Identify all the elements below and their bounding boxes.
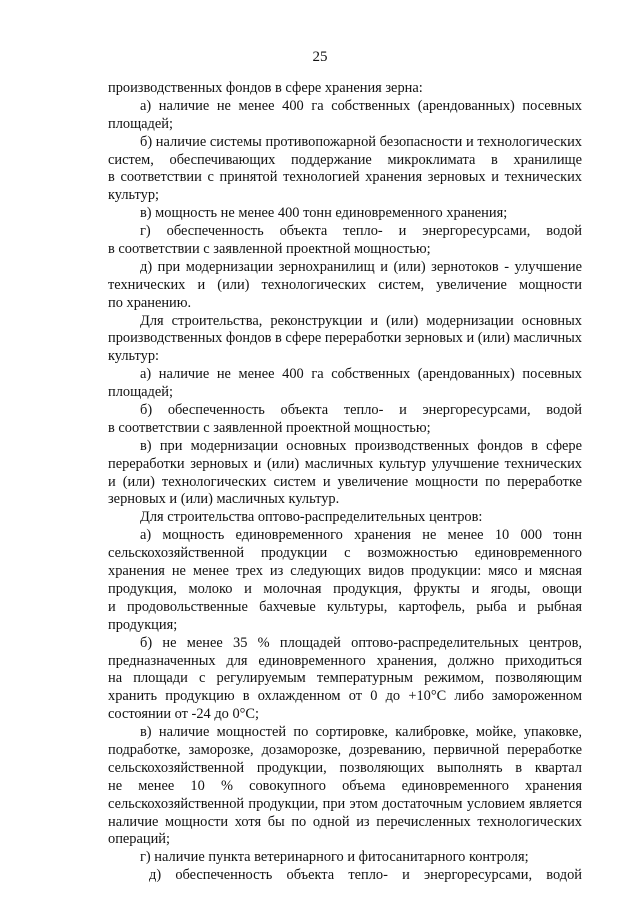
document-body: [108, 80, 582, 885]
text-line: сельскохозяйственной продукции, при этом достаточным условием является: [108, 795, 582, 812]
text-line: д) при модернизации зернохранилищ и (или) зернотоков - улучшение: [140, 258, 582, 275]
text-line: а) наличие не менее 400 га собственных (арендованных) посевных: [140, 366, 582, 383]
text-line: культур:: [108, 348, 160, 365]
text-line: переработки зерновых и (или) масличных культур улучшение технических: [108, 455, 582, 472]
text-line: операций;: [108, 831, 170, 848]
text-line: технических и (или) технологических систем, увеличение мощности: [108, 276, 582, 293]
text-line: д) обеспеченность объекта тепло- и энергоресурсами, водой: [149, 867, 582, 884]
text-line: систем, обеспечивающих поддержание микроклимата в хранилище: [108, 151, 582, 168]
text-line: б) наличие системы противопожарной безопасности и технологических: [140, 133, 582, 150]
text-line: подработке, заморозке, дозаморозке, дозреванию, первичной переработке: [108, 741, 582, 758]
text-line: сельскохозяйственной продукции с возможностью единовременного: [108, 545, 582, 562]
text-line: зерновых и (или) масличных культур.: [108, 491, 340, 508]
text-line: в соответствии с заявленной проектной мощностью;: [108, 419, 431, 436]
text-line: по хранению.: [108, 294, 192, 311]
text-line: г) обеспеченность объекта тепло- и энергоресурсами, водой: [140, 223, 582, 240]
text-line: Для строительства оптово-распределительных центров:: [140, 509, 483, 526]
text-line: производственных фондов в сфере хранения зерна:: [108, 80, 423, 96]
text-line: а) мощность единовременного хранения не менее 10 000 тонн: [140, 527, 582, 544]
text-line: г) наличие пункта ветеринарного и фитосанитарного контроля;: [140, 849, 529, 866]
text-line: хранить продукцию в охлажденном от 0 до +10°С либо замороженном: [108, 688, 582, 705]
text-line: сельскохозяйственной продукции, позволяющих выполнять в квартал: [108, 759, 582, 776]
text-line: культур;: [108, 187, 160, 204]
text-line: и продовольственные бахчевые культуры, картофель, рыба и рыбная: [108, 598, 582, 615]
text-line: и (или) технологических систем и увеличение мощности по переработке: [108, 473, 582, 490]
text-line: хранения не менее трех из следующих видов продукции: мясо и мясная: [108, 563, 582, 580]
text-line: площадей;: [108, 384, 173, 401]
text-line: продукция;: [108, 616, 178, 633]
text-line: Для строительства, реконструкции и (или) модернизации основных: [140, 312, 582, 329]
text-line: наличие мощности хотя бы по одной из перечисленных технологических: [108, 813, 582, 830]
text-line: в соответствии с заявленной проектной мощностью;: [108, 241, 431, 258]
text-line: предназначенных для единовременного хранения, должно приходиться: [108, 652, 582, 669]
text-line: состоянии от -24 до 0°С;: [108, 706, 260, 723]
text-line: не менее 10 % совокупного объема единовременного хранения: [108, 777, 582, 794]
text-line: а) наличие не менее 400 га собственных (арендованных) посевных: [140, 97, 582, 114]
text-line: б) обеспеченность объекта тепло- и энергоресурсами, водой: [140, 402, 582, 419]
text-line: продукция, молоко и молочная продукция, фрукты и ягоды, овощи: [108, 580, 582, 597]
text-line: б) не менее 35 % площадей оптово-распределительных центров,: [140, 634, 582, 651]
page-number: 25: [312, 49, 328, 65]
text-line: производственных фондов в сфере переработки зерновых и (или) масличных: [108, 330, 583, 347]
text-line: в соответствии с принятой технологией хранения зерновых и технических: [108, 169, 582, 186]
text-line: на площади с регулируемым температурным режимом, позволяющим: [108, 670, 582, 687]
text-line: в) наличие мощностей по сортировке, калибровке, мойке, упаковке,: [140, 724, 582, 741]
text-line: в) при модернизации основных производственных фондов в сфере: [140, 437, 582, 454]
text-line: в) мощность не менее 400 тонн единовременного хранения;: [140, 205, 508, 222]
text-line: площадей;: [108, 115, 173, 132]
